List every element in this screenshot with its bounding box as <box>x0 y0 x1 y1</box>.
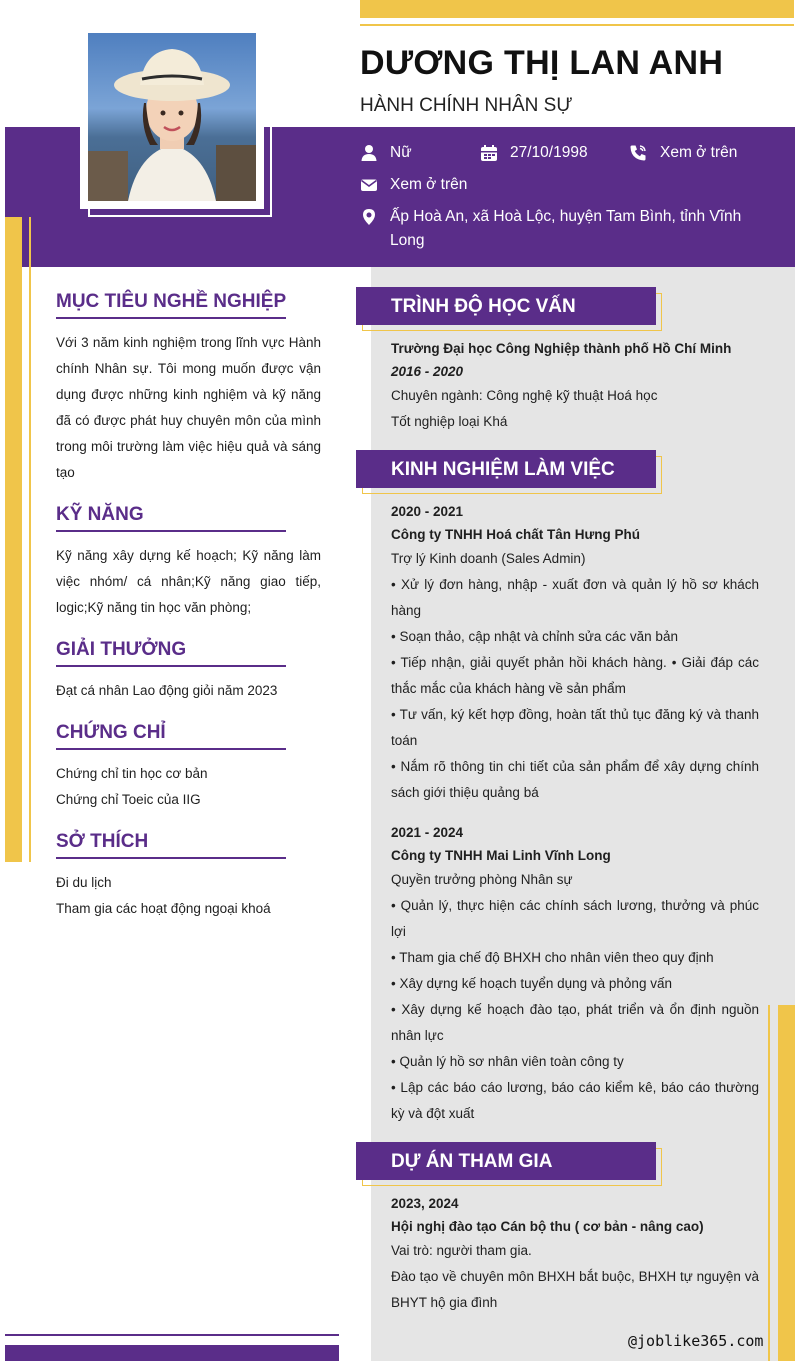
job-title: HÀNH CHÍNH NHÂN SỰ <box>360 95 573 116</box>
education-title: TRÌNH ĐỘ HỌC VẤN <box>391 296 576 317</box>
job-period: 2021 - 2024 <box>391 825 464 840</box>
awards-title: GIẢI THƯỞNG <box>56 639 187 660</box>
certificates-title: CHỨNG CHỈ <box>56 722 166 743</box>
certificates-underline <box>56 748 286 750</box>
projects-title: DỰ ÁN THAM GIA <box>391 1151 553 1172</box>
objective-title: MỤC TIÊU NGHỀ NGHIỆP <box>56 291 287 312</box>
education-period: 2016 - 2020 <box>391 364 464 379</box>
job-duty: • Quản lý hồ sơ nhân viên toàn công ty <box>391 1054 624 1069</box>
job-duty: • Lập các báo cáo lương, báo cáo kiểm kê, báo cáo thường kỳ và đột xuất <box>391 1080 759 1121</box>
job-entry <box>391 500 759 806</box>
birthday-value: 27/10/1998 <box>510 144 588 161</box>
skills-underline <box>56 530 286 532</box>
right-accent-line <box>768 1005 770 1361</box>
phone-value: Xem ở trên <box>660 144 738 161</box>
skills-section <box>56 504 321 621</box>
education-grade: Tốt nghiệp loại Khá <box>391 414 508 429</box>
project-role: Vai trò: người tham gia. <box>391 1243 532 1258</box>
avatar <box>88 33 256 201</box>
hobby-item: Đi du lịch <box>56 875 112 890</box>
education-major: Chuyên ngành: Công nghệ kỹ thuật Hoá học <box>391 388 658 403</box>
hobbies-underline <box>56 857 286 859</box>
objective-underline <box>56 317 286 319</box>
project-description: Đào tạo về chuyên môn BHXH bắt buộc, BHXH tự nguyện và BHYT hộ gia đình <box>391 1269 759 1310</box>
job-duty: • Quản lý, thực hiện các chính sách lương, thưởng và phúc lợi <box>391 898 759 939</box>
right-accent-bar <box>778 1005 795 1361</box>
education-entry <box>391 337 759 435</box>
certificates-section <box>56 722 321 813</box>
project-period: 2023, 2024 <box>391 1196 459 1211</box>
awards-section <box>56 639 321 704</box>
map-pin-icon <box>360 208 378 231</box>
skills-title: KỸ NĂNG <box>56 504 144 525</box>
bottom-accent-bar <box>5 1345 339 1361</box>
job-entry <box>391 821 759 1127</box>
address-line-1: Ấp Hoà An, xã Hoà Lộc, huyện Tam Bình, tỉnh Vĩnh <box>390 208 742 225</box>
email-value: Xem ở trên <box>390 176 468 193</box>
hobbies-section <box>56 831 321 922</box>
address-line-2: Long <box>390 232 425 249</box>
certificate-item: Chứng chỉ Toeic của IIG <box>56 792 201 807</box>
hobby-item: Tham gia các hoạt động ngoại khoá <box>56 901 271 916</box>
job-duty: • Xây dựng kế hoạch tuyển dụng và phỏng vấn <box>391 976 672 991</box>
awards-underline <box>56 665 286 667</box>
left-accent-line <box>29 217 31 862</box>
user-icon <box>360 144 378 167</box>
education-school: Trường Đại học Công Nghiệp thành phố Hồ Chí Minh <box>391 341 732 356</box>
gender-value: Nữ <box>390 144 412 161</box>
hobbies-title: SỞ THÍCH <box>56 831 149 852</box>
left-accent-bar <box>5 217 22 862</box>
objective-text: Với 3 năm kinh nghiệm trong lĩnh vực Hành chính Nhân sự. Tôi mong muốn được vận dụng được những kinh nghiệm và kỹ năng đã có được phát huy chuyên môn của mình trong môi trường làm việc hiệu quả và sáng tạo <box>56 335 321 480</box>
job-duty: • Xử lý đơn hàng, nhập - xuất đơn và quản lý hồ sơ khách hàng <box>391 577 759 618</box>
award-item: Đạt cá nhân Lao động giỏi năm 2023 <box>56 683 278 698</box>
job-company: Công ty TNHH Mai Linh Vĩnh Long <box>391 848 611 863</box>
experience-title: KINH NGHIỆM LÀM VIỆC <box>391 459 615 480</box>
envelope-icon <box>360 176 378 199</box>
job-role: Trợ lý Kinh doanh (Sales Admin) <box>391 551 586 566</box>
skills-text: Kỹ năng xây dựng kế hoạch; Kỹ năng làm việc nhóm/ cá nhân;Kỹ năng giao tiếp, logic;Kỹ năng tin học văn phòng; <box>56 548 321 615</box>
certificate-item: Chứng chỉ tin học cơ bản <box>56 766 208 781</box>
watermark: @joblike365.com <box>628 1332 764 1350</box>
job-duty: • Tham gia chế độ BHXH cho nhân viên theo quy định <box>391 950 714 965</box>
job-duty: • Nắm rõ thông tin chi tiết của sản phẩm để xây dựng chính sách giới thiệu quảng bá <box>391 759 759 800</box>
objective-section <box>56 291 321 486</box>
job-duty: • Xây dựng kế hoạch đào tạo, phát triển và ổn định nguồn nhân lực <box>391 1002 759 1043</box>
phone-icon <box>629 144 647 167</box>
calendar-icon <box>480 144 498 167</box>
top-accent-line <box>360 24 794 26</box>
top-accent-bar <box>360 0 794 18</box>
project-name: Hội nghị đào tạo Cán bộ thu ( cơ bản - nâng cao) <box>391 1219 704 1234</box>
job-duty: • Soạn thảo, cập nhật và chỉnh sửa các văn bản <box>391 629 678 644</box>
job-company: Công ty TNHH Hoá chất Tân Hưng Phú <box>391 527 641 542</box>
candidate-name: DƯƠNG THỊ LAN ANH <box>360 44 724 82</box>
job-duty: • Tiếp nhận, giải quyết phản hồi khách hàng. • Giải đáp các thắc mắc của khách hàng về sản phẩm <box>391 655 759 696</box>
project-entry <box>391 1192 759 1316</box>
bottom-accent-line <box>5 1334 339 1336</box>
job-period: 2020 - 2021 <box>391 504 464 519</box>
job-duty: • Tư vấn, ký kết hợp đồng, hoàn tất thủ tục đăng ký và thanh toán <box>391 707 759 748</box>
job-role: Quyền trưởng phòng Nhân sự <box>391 872 573 887</box>
